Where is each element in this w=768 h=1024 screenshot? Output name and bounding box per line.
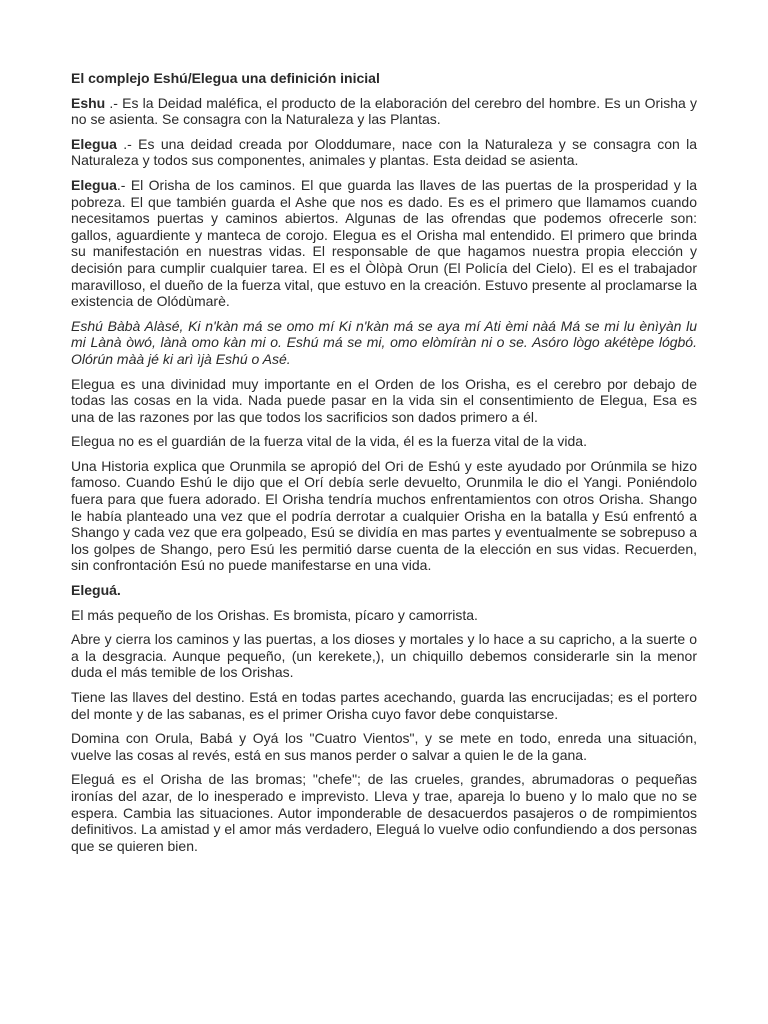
paragraph-elegua-caminos	[71, 177, 697, 310]
paragraph-importante: Elegua es una divinidad muy importante en el Orden de los Orisha, es el cerebro por debajo de todas las cosas en la vida. Nada puede pasar en la vida sin el consentimiento de Elegua, Esa es una de las razones por las que todos los sacrificios son dados primero a él.	[71, 375, 697, 425]
term-eshu: Eshu	[71, 94, 106, 111]
eshu-definition-text: .- Es la Deidad maléfica, el producto de la elaboración del cerebro del hombre. Es un Orisha y no se asienta. Se consagra con la Naturaleza y las Plantas.	[71, 94, 697, 128]
elegua-definition-text: .- Es una deidad creada por Oloddumare, nace con la Naturaleza y se consagra con la Naturaleza y todos sus componentes, animales y plantas. Esta deidad se asienta.	[71, 135, 697, 169]
paragraph-abre: Abre y cierra los caminos y las puertas, a los dioses y mortales y lo hace a su capricho, a la suerte o a la desgracia. Aunque pequeño, (un kerekete,), un chiquillo debemos considerarle sin la menor duda el más temible de los Orishas.	[71, 631, 697, 681]
paragraph-domina: Domina con Orula, Babá y Oyá los "Cuatro Vientos", y se mete en todo, enreda una situación, vuelve las cosas al revés, está en sus manos perder o salvar a quien le de la gana.	[71, 730, 697, 763]
paragraph-elegua-definition	[71, 136, 697, 169]
document-page	[71, 70, 697, 862]
term-elegua: Elegua	[71, 135, 117, 152]
paragraph-pequeno: El más pequeño de los Orishas. Es bromista, pícaro y camorrista.	[71, 606, 478, 623]
paragraph-bromas: Eleguá es el Orisha de las bromas; "chefe"; de las crueles, grandes, abrumadoras o pequeñas ironías del azar, de lo inesperado e imprevisto. Lleva y trae, apareja lo bueno y lo malo que no se espera. Cambia las situaciones. Autor imponderable de desacuerdos pasajeros o de rompimientos definitivos. La amistad y el amor más verdadero, Eleguá lo vuelve odio confundiendo a dos personas que se quieren bien.	[71, 771, 697, 854]
paragraph-llaves: Tiene las llaves del destino. Está en todas partes acechando, guarda las encrucijadas; es el portero del monte y de las sabanas, es el primer Orisha cuyo favor debe conquistarse.	[71, 689, 697, 722]
paragraph-eshu-definition	[71, 95, 697, 128]
term-elegua-caminos: Elegua	[71, 176, 117, 193]
document-title: El complejo Eshú/Elegua una definición inicial	[71, 70, 380, 86]
paragraph-historia: Una Historia explica que Orunmila se apropió del Ori de Eshú y este ayudado por Orúnmila se hizo famoso. Cuando Eshú le dijo que el Orí debía serle devuelto, Orunmila le dio el Yangi. Poniéndolo fuera para que fuera adorado. El Orisha tendría muchos enfrentamientos con otros Orisha. Shango le había planteado una vez que el podría derrotar a cualquier Orisha en la batalla y Esú enfrentó a Shango y cada vez que era golpeado, Esú se dividía en mas partes y eventualmente se sobrepuso a los golpes de Shango, pero Esú les permitió darse cuenta de la elección en sus vidas. Recuerden, sin confrontación Esú no puede manifestarse en una vida.	[71, 457, 697, 574]
paragraph-prayer: Eshú Bàbà Alàsé, Ki n'kàn má se omo mí Ki n'kàn má se aya mí Ati èmi nàá Má se mi lu ènìyàn lu mi Lànà òwó, lànà omo kàn mi o. Eshú má se mi, omo elòmíràn ni o se. Asóro lògo akétèpe lógbó. Olórún màà jé ki arì ìjà Eshú o Asé.	[71, 317, 697, 367]
elegua-caminos-text: .- El Orisha de los caminos. El que guarda las llaves de las puertas de la prosperidad y la pobreza. El que también guarda el Ashe que nos es dado. Es es el primero que llamamos cuando necesitamos puertas y caminos abiertos. Algunas de las ofrendas que podemos ofrecerle son: gallos, aguardiente y manteca de corojo. Elegua es el Orisha mal entendido. El primero que brinda su manifestación en nuestras vidas. El responsable de que hagamos nuestra propia elección y decisión para cumplir cualquier tarea. El es el Òlòpà Orun (El Policía del Cielo). El es el trabajador maravilloso, el dueño de la fuerza vital, que estuvo en la creación. Estuvo presente al proclamarse la existencia de Olódùmarè.	[71, 176, 697, 310]
paragraph-guardian: Elegua no es el guardián de la fuerza vital de la vida, él es la fuerza vital de la vida.	[71, 433, 587, 450]
heading-elegua: Eleguá.	[71, 582, 121, 599]
